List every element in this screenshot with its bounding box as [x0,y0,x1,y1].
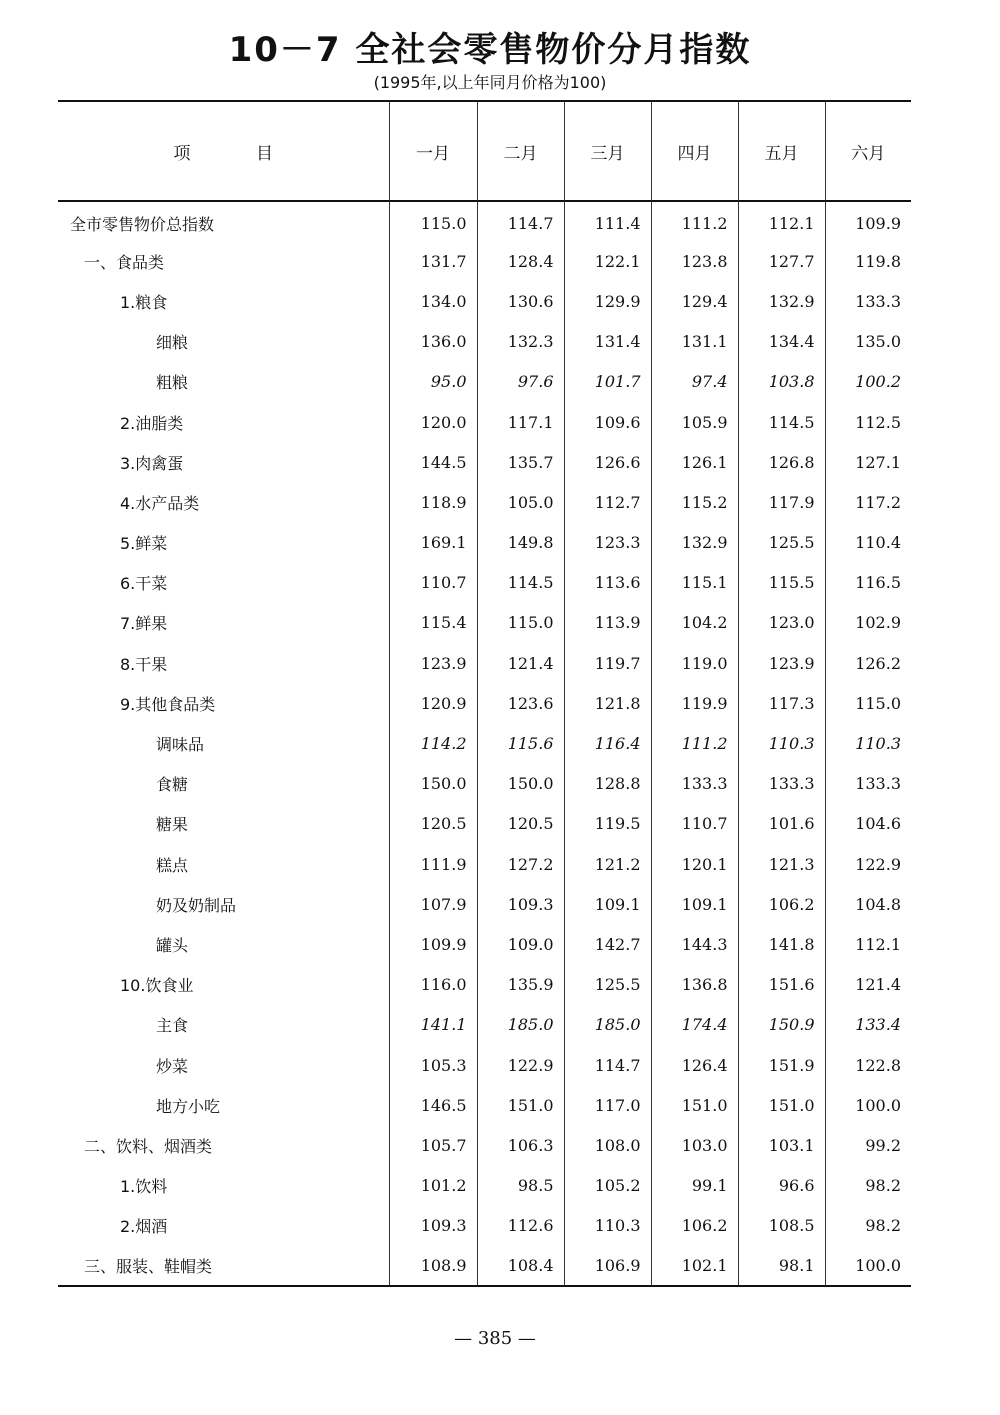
cell-value: 114.7 [564,1045,651,1085]
table-row [58,201,911,241]
cell-value: 132.9 [651,523,738,563]
row-label: 全市零售物价总指数 [70,214,215,234]
column-header-month: 四月 [651,101,738,201]
cell-value: 126.6 [564,442,651,482]
table-row [58,1166,911,1206]
cell-value: 132.9 [738,281,825,321]
row-label: 糕点 [156,855,189,875]
cell-value: 109.3 [389,1206,477,1246]
cell-value: 113.6 [564,563,651,603]
row-label: 地方小吃 [156,1096,221,1116]
cell-value: 136.8 [651,965,738,1005]
table-row [58,1206,911,1246]
row-label: 食糖 [156,775,189,795]
cell-value: 98.5 [477,1166,564,1206]
table-row [58,643,911,683]
table-row [58,683,911,723]
cell-value: 120.5 [389,804,477,844]
row-label: 1.饮料 [120,1177,168,1197]
cell-value: 105.2 [564,1166,651,1206]
row-label: 1.粮食 [120,292,168,312]
cell-value: 129.9 [564,281,651,321]
table-header-row [58,101,911,201]
cell-value: 146.5 [389,1085,477,1125]
cell-value: 119.7 [564,643,651,683]
cell-value: 100.2 [825,362,911,402]
cell-value: 132.3 [477,322,564,362]
cell-value: 122.8 [825,1045,911,1085]
cell-value: 115.0 [825,683,911,723]
cell-value: 115.1 [651,563,738,603]
cell-value: 125.5 [564,965,651,1005]
column-header-month: 二月 [477,101,564,201]
cell-value: 100.0 [825,1246,911,1286]
row-label: 罐头 [156,935,189,955]
cell-value: 105.0 [477,482,564,522]
cell-value: 108.9 [389,1246,477,1286]
column-header-month: 六月 [825,101,911,201]
cell-value: 134.4 [738,322,825,362]
cell-value: 114.7 [477,201,564,241]
cell-value: 104.2 [651,603,738,643]
cell-value: 112.1 [738,201,825,241]
cell-value: 122.9 [825,844,911,884]
table-row [58,241,911,281]
cell-value: 112.1 [825,924,911,964]
cell-value: 120.1 [651,844,738,884]
cell-value: 109.0 [477,924,564,964]
cell-value: 109.6 [564,402,651,442]
cell-value: 121.8 [564,683,651,723]
cell-value: 117.0 [564,1085,651,1125]
cell-value: 95.0 [389,362,477,402]
row-label: 一、食品类 [84,252,165,272]
cell-value: 112.5 [825,402,911,442]
table-body [58,201,911,1286]
cell-value: 133.3 [825,764,911,804]
cell-value: 135.7 [477,442,564,482]
cell-value: 109.1 [564,884,651,924]
table-row [58,884,911,924]
cell-value: 116.4 [564,723,651,763]
cell-value: 109.3 [477,884,564,924]
cell-value: 110.7 [389,563,477,603]
row-label: 9.其他食品类 [120,694,216,714]
cell-value: 131.1 [651,322,738,362]
cell-value: 97.6 [477,362,564,402]
table-row [58,1045,911,1085]
row-label: 6.干菜 [120,574,168,594]
table-row [58,1246,911,1286]
cell-value: 109.9 [825,201,911,241]
cell-value: 108.5 [738,1206,825,1246]
cell-value: 115.2 [651,482,738,522]
cell-value: 123.0 [738,603,825,643]
cell-value: 128.8 [564,764,651,804]
cell-value: 123.8 [651,241,738,281]
row-label: 2.烟酒 [120,1217,168,1237]
cell-value: 121.4 [477,643,564,683]
row-label: 炒菜 [156,1056,189,1076]
row-label: 4.水产品类 [120,493,200,513]
cell-value: 112.6 [477,1206,564,1246]
cell-value: 150.0 [477,764,564,804]
cell-value: 121.3 [738,844,825,884]
cell-value: 133.3 [651,764,738,804]
cell-value: 111.2 [651,201,738,241]
row-label: 糖果 [156,815,189,835]
cell-value: 106.2 [651,1206,738,1246]
cell-value: 150.0 [389,764,477,804]
cell-value: 113.9 [564,603,651,643]
cell-value: 123.6 [477,683,564,723]
cell-value: 116.0 [389,965,477,1005]
cell-value: 101.2 [389,1166,477,1206]
cell-value: 96.6 [738,1166,825,1206]
cell-value: 131.4 [564,322,651,362]
cell-value: 110.4 [825,523,911,563]
cell-value: 100.0 [825,1085,911,1125]
row-label: 3.肉禽蛋 [120,453,184,473]
cell-value: 97.4 [651,362,738,402]
cell-value: 105.9 [651,402,738,442]
cell-value: 99.1 [651,1166,738,1206]
cell-value: 121.4 [825,965,911,1005]
cell-value: 119.9 [651,683,738,723]
row-label: 细粮 [156,333,189,353]
cell-value: 106.9 [564,1246,651,1286]
cell-value: 120.0 [389,402,477,442]
cell-value: 126.2 [825,643,911,683]
cell-value: 98.2 [825,1166,911,1206]
cell-value: 127.2 [477,844,564,884]
cell-value: 106.3 [477,1125,564,1165]
cell-value: 117.1 [477,402,564,442]
cell-value: 131.7 [389,241,477,281]
cell-value: 102.1 [651,1246,738,1286]
table-row [58,924,911,964]
page-number: — 385 — [454,1328,536,1349]
cell-value: 108.4 [477,1246,564,1286]
cell-value: 127.1 [825,442,911,482]
cell-value: 117.2 [825,482,911,522]
row-label: 奶及奶制品 [156,895,237,915]
cell-value: 107.9 [389,884,477,924]
table-row [58,362,911,402]
cell-value: 114.2 [389,723,477,763]
cell-value: 117.3 [738,683,825,723]
cell-value: 109.9 [389,924,477,964]
cell-value: 133.3 [825,281,911,321]
cell-value: 141.8 [738,924,825,964]
row-label: 二、饮料、烟酒类 [84,1136,213,1156]
column-header-month: 一月 [389,101,477,201]
cell-value: 108.0 [564,1125,651,1165]
cell-value: 185.0 [564,1005,651,1045]
cell-value: 151.0 [477,1085,564,1125]
table-row [58,563,911,603]
cell-value: 98.1 [738,1246,825,1286]
cell-value: 99.2 [825,1125,911,1165]
cell-value: 110.3 [738,723,825,763]
cell-value: 151.9 [738,1045,825,1085]
cell-value: 130.6 [477,281,564,321]
cell-value: 185.0 [477,1005,564,1045]
column-header-month: 五月 [738,101,825,201]
cell-value: 129.4 [651,281,738,321]
cell-value: 123.9 [738,643,825,683]
cell-value: 98.2 [825,1206,911,1246]
table-row [58,402,911,442]
table-row [58,482,911,522]
cell-value: 134.0 [389,281,477,321]
row-label: 2.油脂类 [120,413,184,433]
cell-value: 144.5 [389,442,477,482]
cell-value: 104.8 [825,884,911,924]
cell-value: 133.3 [738,764,825,804]
cell-value: 103.1 [738,1125,825,1165]
row-label: 主食 [156,1016,189,1036]
cell-value: 115.0 [389,201,477,241]
table-row [58,844,911,884]
cell-value: 127.7 [738,241,825,281]
cell-value: 102.9 [825,603,911,643]
cell-value: 119.8 [825,241,911,281]
table-row [58,1005,911,1045]
cell-value: 169.1 [389,523,477,563]
cell-value: 149.8 [477,523,564,563]
cell-value: 122.1 [564,241,651,281]
table-row [58,965,911,1005]
cell-value: 110.3 [564,1206,651,1246]
cell-value: 111.4 [564,201,651,241]
table-row [58,1085,911,1125]
row-label: 粗粮 [156,373,189,393]
cell-value: 111.9 [389,844,477,884]
cell-value: 103.8 [738,362,825,402]
cell-value: 114.5 [738,402,825,442]
table-row [58,523,911,563]
cell-value: 101.6 [738,804,825,844]
cell-value: 150.9 [738,1005,825,1045]
cell-value: 144.3 [651,924,738,964]
table-row [58,723,911,763]
price-index-table [58,100,911,1287]
column-header-item: 项 目 [58,101,389,201]
cell-value: 126.1 [651,442,738,482]
cell-value: 133.4 [825,1005,911,1045]
row-label: 8.干果 [120,654,168,674]
page-subtitle: (1995年,以上年同月价格为100) [373,73,607,92]
cell-value: 123.3 [564,523,651,563]
cell-value: 111.2 [651,723,738,763]
cell-value: 110.7 [651,804,738,844]
cell-value: 114.5 [477,563,564,603]
cell-value: 120.9 [389,683,477,723]
cell-value: 109.1 [651,884,738,924]
table-row [58,322,911,362]
cell-value: 106.2 [738,884,825,924]
cell-value: 126.4 [651,1045,738,1085]
cell-value: 135.9 [477,965,564,1005]
cell-value: 122.9 [477,1045,564,1085]
table-row [58,1125,911,1165]
cell-value: 115.6 [477,723,564,763]
cell-value: 135.0 [825,322,911,362]
cell-value: 105.7 [389,1125,477,1165]
cell-value: 151.0 [738,1085,825,1125]
cell-value: 116.5 [825,563,911,603]
row-label: 7.鲜果 [120,614,168,634]
table-row [58,804,911,844]
row-label: 5.鲜菜 [120,534,168,554]
row-label: 调味品 [156,735,205,755]
row-label: 三、服装、鞋帽类 [58,1246,389,1286]
table-row [58,603,911,643]
cell-value: 115.4 [389,603,477,643]
cell-value: 174.4 [651,1005,738,1045]
row-label: 10.饮食业 [120,976,194,996]
table-row [58,442,911,482]
cell-value: 104.6 [825,804,911,844]
page-title: 10－7 全社会零售物价分月指数 [228,30,752,70]
cell-value: 115.0 [477,603,564,643]
cell-value: 105.3 [389,1045,477,1085]
cell-value: 110.3 [825,723,911,763]
cell-value: 103.0 [651,1125,738,1165]
cell-value: 121.2 [564,844,651,884]
cell-value: 151.0 [651,1085,738,1125]
cell-value: 112.7 [564,482,651,522]
table-row [58,764,911,804]
cell-value: 141.1 [389,1005,477,1045]
cell-value: 115.5 [738,563,825,603]
cell-value: 128.4 [477,241,564,281]
cell-value: 125.5 [738,523,825,563]
table-row [58,281,911,321]
cell-value: 118.9 [389,482,477,522]
cell-value: 142.7 [564,924,651,964]
cell-value: 136.0 [389,322,477,362]
cell-value: 119.0 [651,643,738,683]
cell-value: 123.9 [389,643,477,683]
cell-value: 120.5 [477,804,564,844]
cell-value: 101.7 [564,362,651,402]
cell-value: 117.9 [738,482,825,522]
cell-value: 119.5 [564,804,651,844]
cell-value: 126.8 [738,442,825,482]
column-header-month: 三月 [564,101,651,201]
cell-value: 151.6 [738,965,825,1005]
